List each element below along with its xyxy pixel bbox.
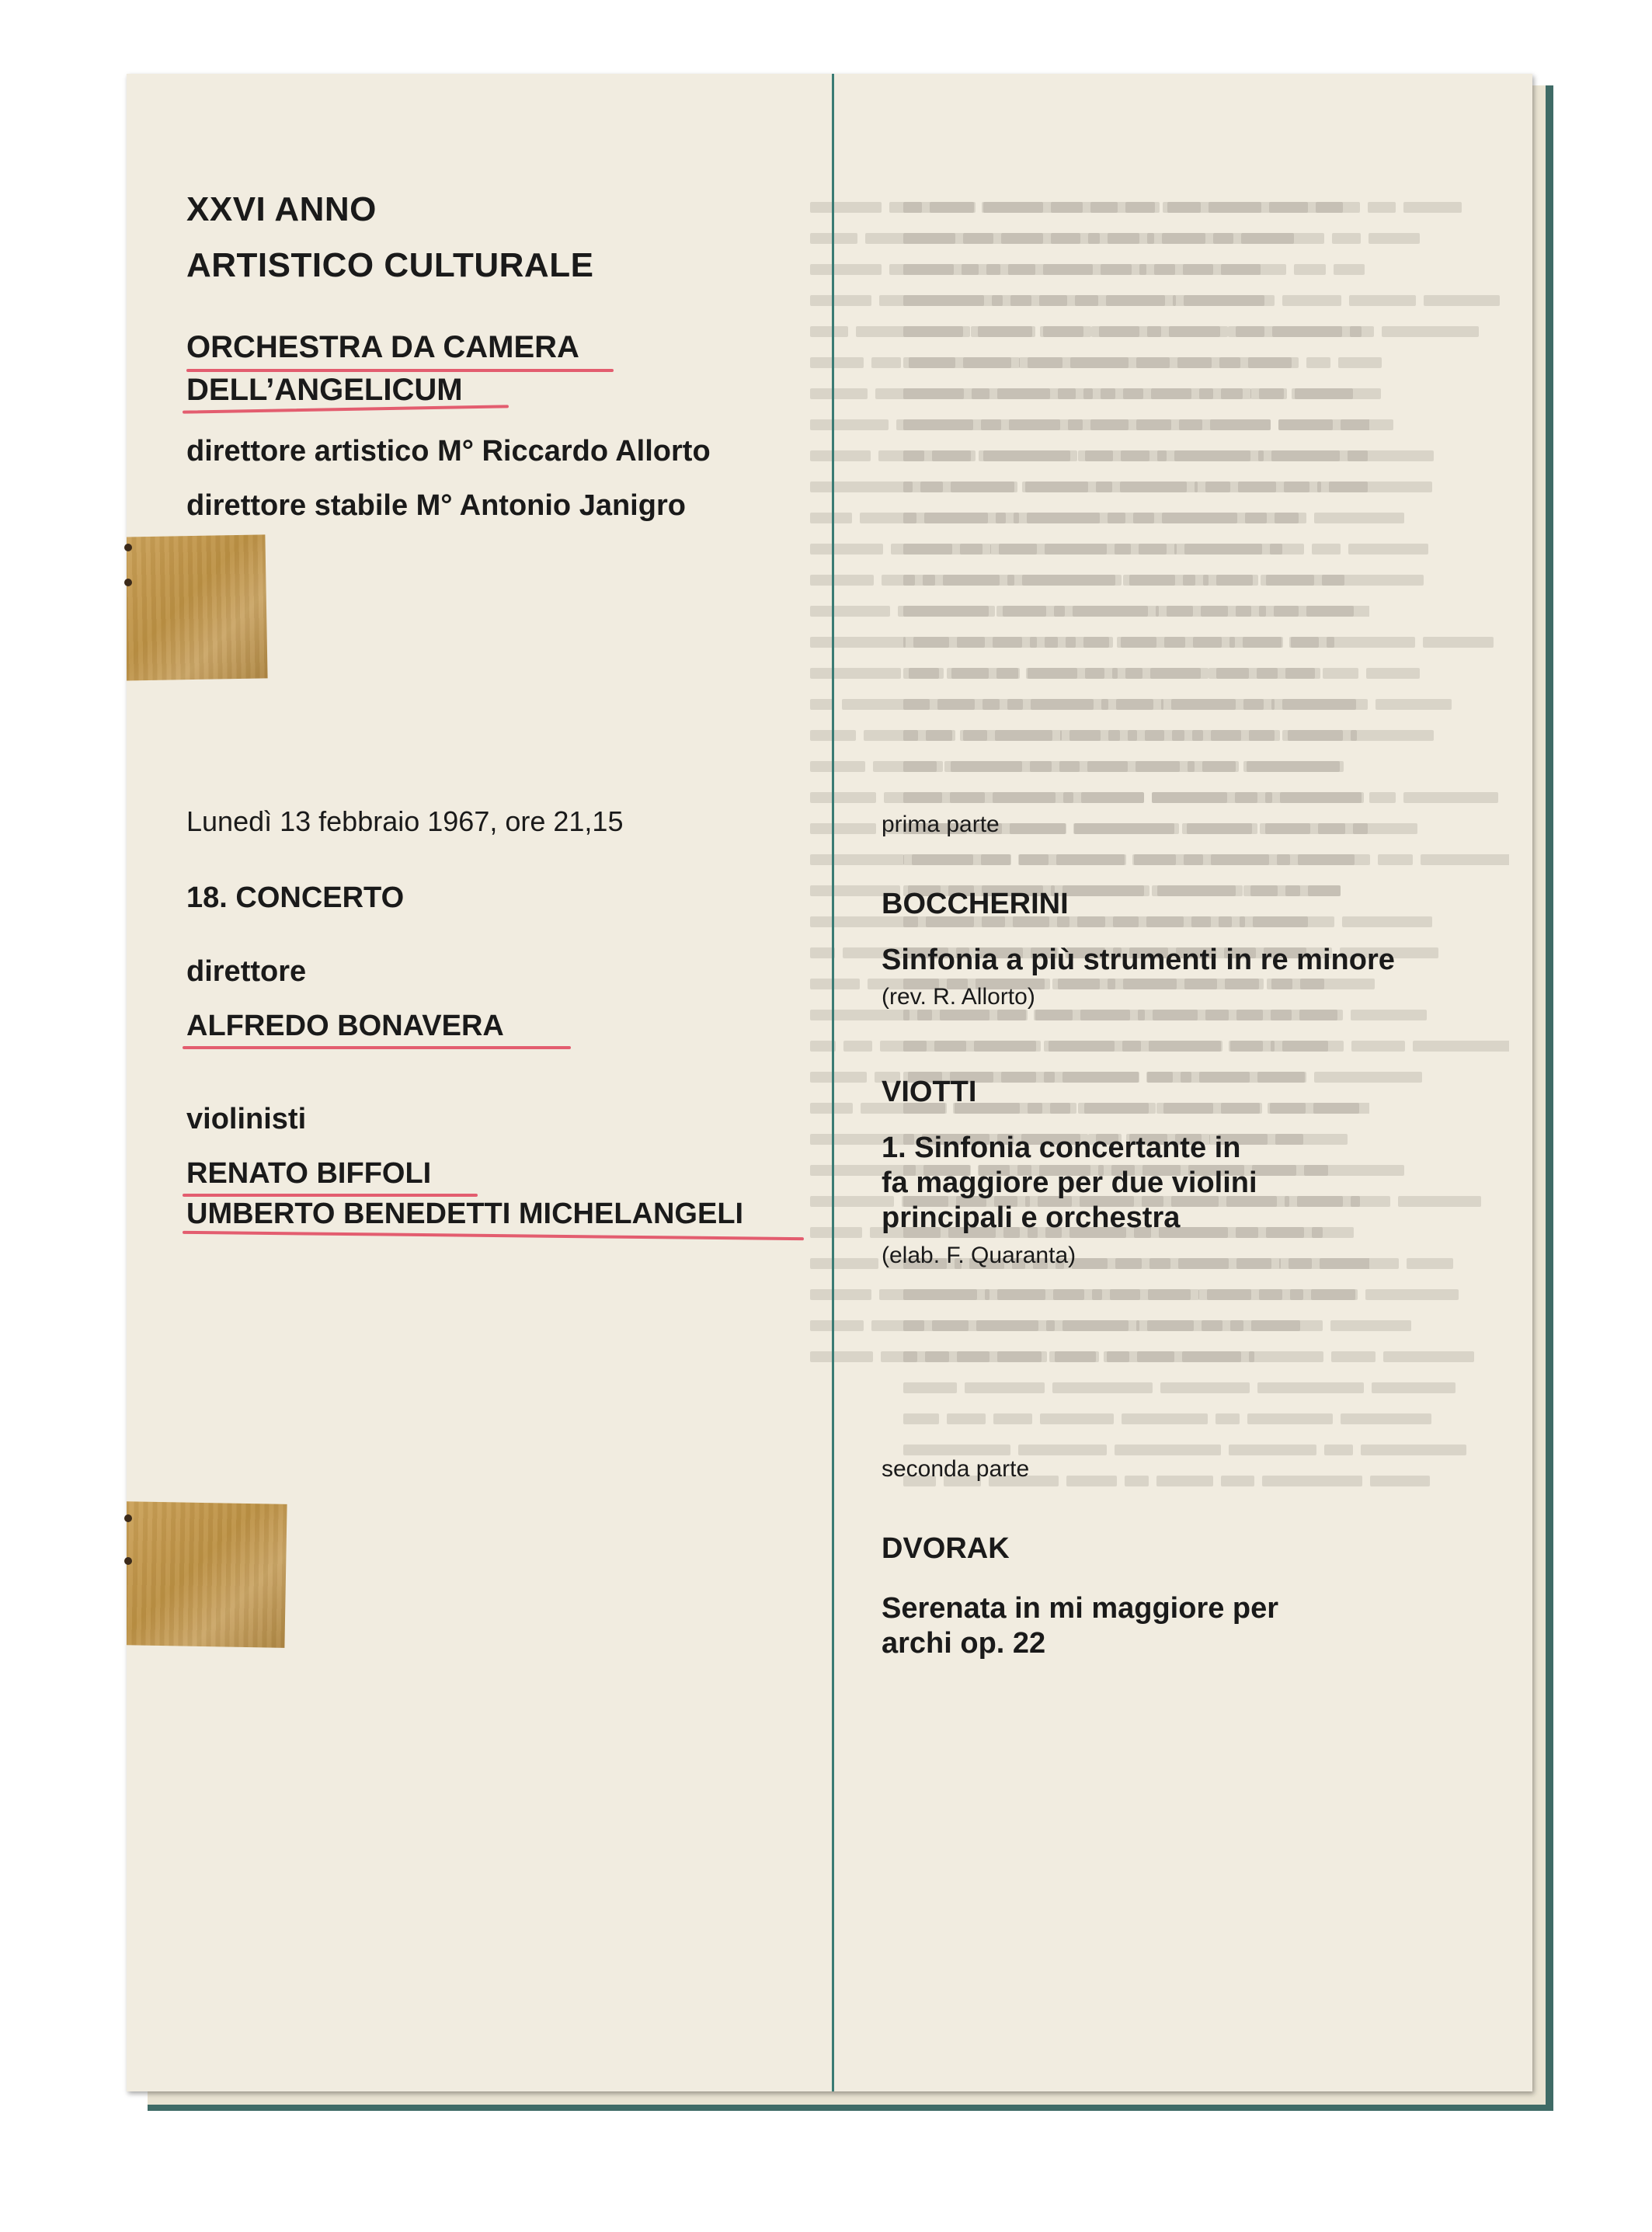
tape-piece-top <box>127 534 268 680</box>
bleed-line <box>903 190 1509 221</box>
bleed-line <box>903 1278 1509 1309</box>
bleed-line <box>903 1402 1509 1433</box>
bleed-line <box>903 346 1509 377</box>
bleed-line <box>903 501 1509 532</box>
bleed-line <box>903 687 1509 718</box>
tape-piece-bottom <box>127 1501 287 1648</box>
punch-hole <box>124 544 132 551</box>
punch-hole <box>124 1514 132 1522</box>
work-2-line-1: 1. Sinfonia concertante in <box>882 1132 1241 1164</box>
composer-viotti: VIOTTI <box>882 1076 977 1108</box>
bleed-line <box>903 718 1509 749</box>
work-3-line-2: archi op. 22 <box>882 1627 1046 1660</box>
concert-number: 18. CONCERTO <box>186 881 405 914</box>
composer-dvorak: DVORAK <box>882 1532 1010 1565</box>
bleed-line <box>903 781 1509 812</box>
bleed-line <box>903 439 1509 470</box>
bleed-line <box>903 843 1509 874</box>
work-3-line-1: Serenata in mi maggiore per <box>882 1592 1279 1625</box>
bleed-line <box>903 1340 1509 1371</box>
red-underline <box>186 369 614 372</box>
work-1-note: (rev. R. Allorto) <box>882 984 1035 1010</box>
bleed-line <box>903 1371 1509 1402</box>
bleed-through-right <box>903 190 1509 1495</box>
work-2-line-3: principali e orchestra <box>882 1201 1181 1234</box>
year-line-1: XXVI ANNO <box>186 190 377 228</box>
bleed-line <box>903 470 1509 501</box>
bleed-line <box>903 408 1509 439</box>
year-line-2: ARTISTICO CULTURALE <box>186 246 594 284</box>
bleed-line <box>903 252 1509 283</box>
artistic-director: direttore artistico M° Riccardo Allorto <box>186 435 711 468</box>
program-page <box>127 74 1532 2091</box>
red-underline <box>183 1231 804 1240</box>
violinist-1: RENATO BIFFOLI <box>186 1157 432 1190</box>
bleed-line <box>903 749 1509 781</box>
punch-hole <box>124 579 132 586</box>
bleed-line <box>903 221 1509 252</box>
conductor-name: ALFREDO BONAVERA <box>186 1010 504 1042</box>
part-1-label: prima parte <box>882 812 1000 837</box>
red-underline <box>183 1046 571 1049</box>
bleed-line <box>903 656 1509 687</box>
work-2-line-2: fa maggiore per due violini <box>882 1166 1257 1199</box>
work-2-note: (elab. F. Quaranta) <box>882 1243 1076 1268</box>
composer-boccherini: BOCCHERINI <box>882 888 1069 920</box>
bleed-line <box>903 563 1509 594</box>
bleed-line <box>903 1060 1509 1091</box>
conductor-label: direttore <box>186 955 307 988</box>
orchestra-line-2: DELL’ANGELICUM <box>186 373 463 407</box>
bleed-line <box>903 377 1509 408</box>
punch-hole <box>124 1557 132 1565</box>
bleed-line <box>903 625 1509 656</box>
bleed-line <box>903 1309 1509 1340</box>
bleed-line <box>903 532 1509 563</box>
red-underline <box>183 1194 478 1197</box>
center-fold-line <box>832 74 834 2091</box>
violinist-2: UMBERTO BENEDETTI MICHELANGELI <box>186 1198 744 1230</box>
violinists-label: violinisti <box>186 1103 307 1135</box>
bleed-line <box>903 1029 1509 1060</box>
permanent-director: direttore stabile M° Antonio Janigro <box>186 489 686 522</box>
bleed-line <box>903 1091 1509 1122</box>
bleed-line <box>903 283 1509 315</box>
bleed-line <box>903 315 1509 346</box>
part-2-label: seconda parte <box>882 1456 1030 1482</box>
orchestra-line-1: ORCHESTRA DA CAMERA <box>186 330 579 364</box>
bleed-line <box>903 594 1509 625</box>
concert-date-time: Lunedì 13 febbraio 1967, ore 21,15 <box>186 805 624 837</box>
work-1-title: Sinfonia a più strumenti in re minore <box>882 944 1395 976</box>
